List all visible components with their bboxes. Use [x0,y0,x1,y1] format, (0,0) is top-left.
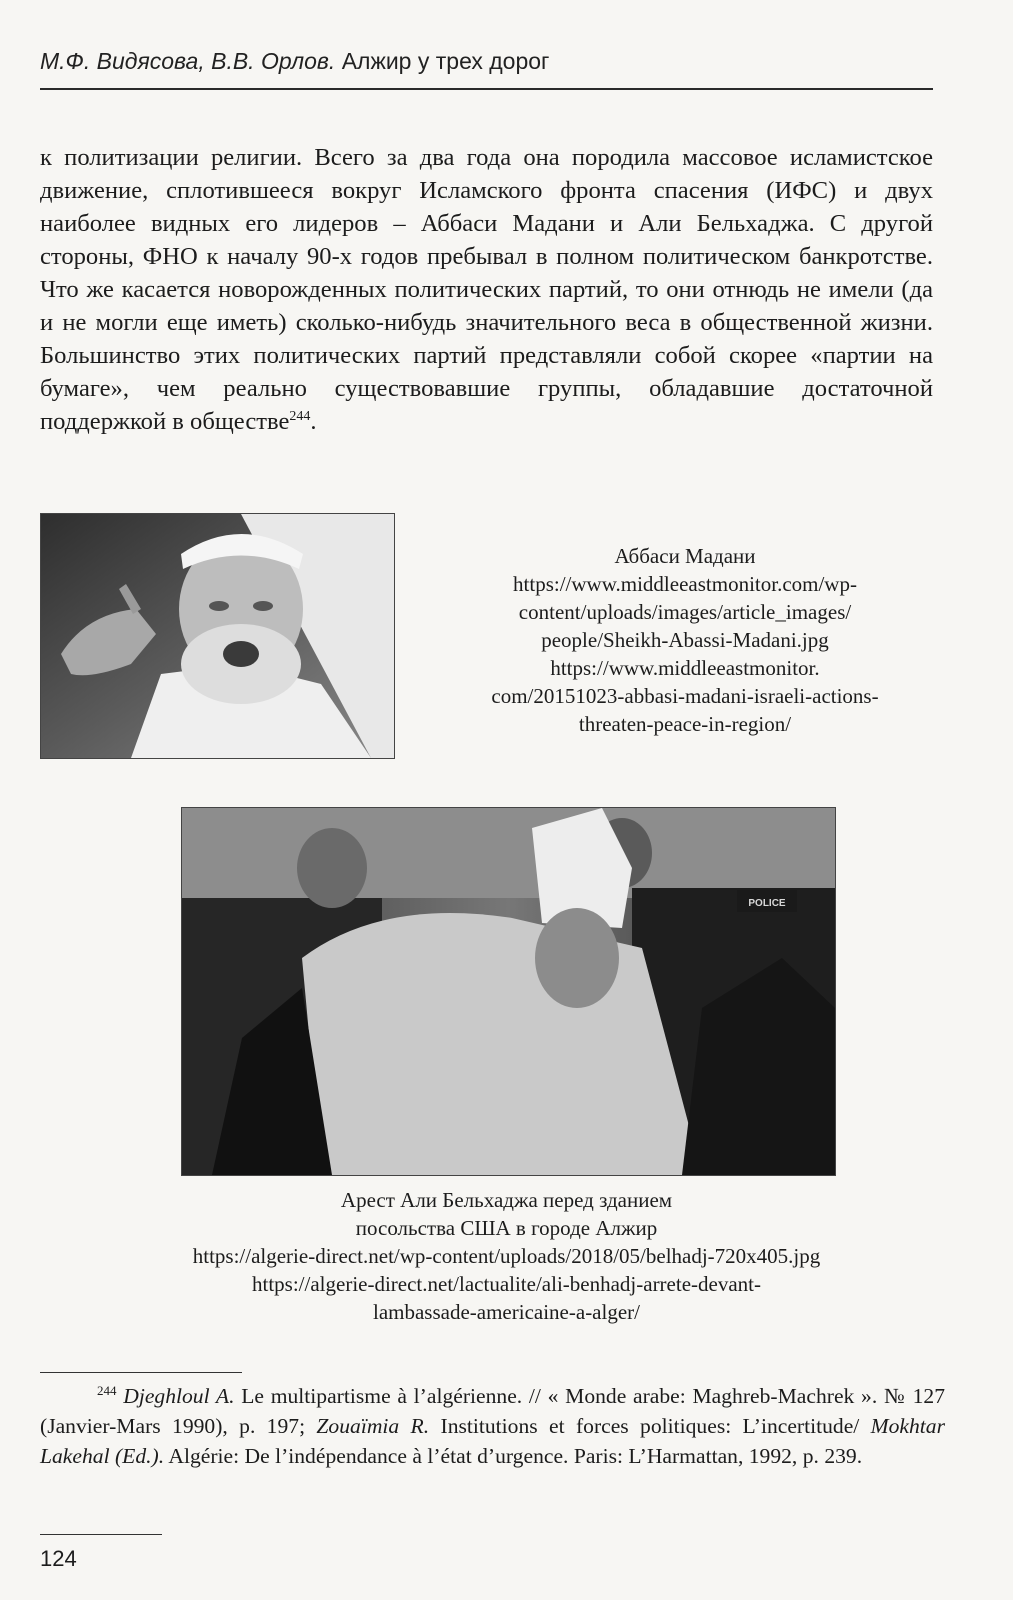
footnote-author: Djeghloul A. [123,1384,235,1408]
police-badge: POLICE [748,898,786,909]
figure2-caption-title: посольства США в городе Алжир [355,1216,658,1240]
header-authors: М.Ф. Видясова, В.В. Орлов. [40,48,336,74]
photo-abbasi-madani [40,513,395,759]
figure2-caption-line: lambassade-americaine-a-alger/ [372,1300,640,1324]
footnote-editor: Mokhtar Lakehal (Ed.). [40,1414,946,1468]
running-header [40,48,933,75]
page-number: 124 [40,1546,77,1571]
figure2-caption-line: https://algerie-direct.net/wp-content/uploads/2018/05/belhadj-720x405.jpg [192,1244,821,1268]
footnote-number: 244 [97,1382,117,1398]
footnote-rule [40,1372,242,1373]
figure2-caption-title: Арест Али Бельхаджа перед зданием [340,1188,673,1212]
figure1-caption-line: https://www.middleeastmonitor. [550,656,820,680]
footnote-text: Algérie: De l’indépendance à l’état d’urgence. Paris: L’Harmattan, 1992, p. 239. [164,1444,863,1468]
figure1-caption-line: threaten-peace-in-region/ [578,712,792,736]
header-title: Алжир у трех дорог [341,48,550,74]
footnote-ref: 244 [289,408,311,424]
figure1-caption-line: content/uploads/images/article_images/ [518,600,852,624]
figure1-caption [430,542,940,738]
figure1-caption-title: Аббаси Мадани [614,544,756,568]
photo-belhadj-arrest [181,807,836,1176]
figure2-caption [40,1186,973,1326]
figure2-caption-line: https://algerie-direct.net/lactualite/ali-benhadj-arrete-devant- [252,1272,761,1296]
footnote-244 [40,1381,945,1471]
figure1-caption-line: people/Sheikh-Abassi-Madani.jpg [541,628,829,652]
figure1-caption-line: com/20151023-abbasi-madani-israeli-actions- [491,684,879,708]
page-number-rule [40,1534,162,1535]
body-paragraph [40,141,933,438]
header-rule [40,88,933,90]
footnote-text: Le multipartisme à l’algérienne. // « Monde arabe: Maghreb-Machrek ». № 127 (Janvier-Mars 1990), p. 197; [40,1384,945,1438]
paragraph-text: к политизации религии. Всего за два года она породила массовое исламистское движение, сплотившееся вокруг Исламского фронта спасения (ИФС) и двух наиболее видных его лидеров – Аббаси Мадани и Али Бельхаджа. С другой стороны, ФНО к началу 90-х годов пребывал в полном политическом банкротстве. Что же касается новорожденных политических партий, то они отнюдь не имели (да и не могли еще иметь) сколько-нибудь значительного веса в общественной жизни. Большинство этих политических партий представляли собой скорее «партии на бумаге», чем реально существовавшие группы, обладавшие достаточной поддержкой в обществе [40,144,933,435]
footnote-text: Institutions et forces politiques: L’incertitude/ [429,1414,871,1438]
footnote-author: Zouaïmia R. [316,1414,430,1438]
paragraph-end: . [310,408,317,435]
figure1-caption-line: https://www.middleeastmonitor.com/wp- [513,572,857,596]
